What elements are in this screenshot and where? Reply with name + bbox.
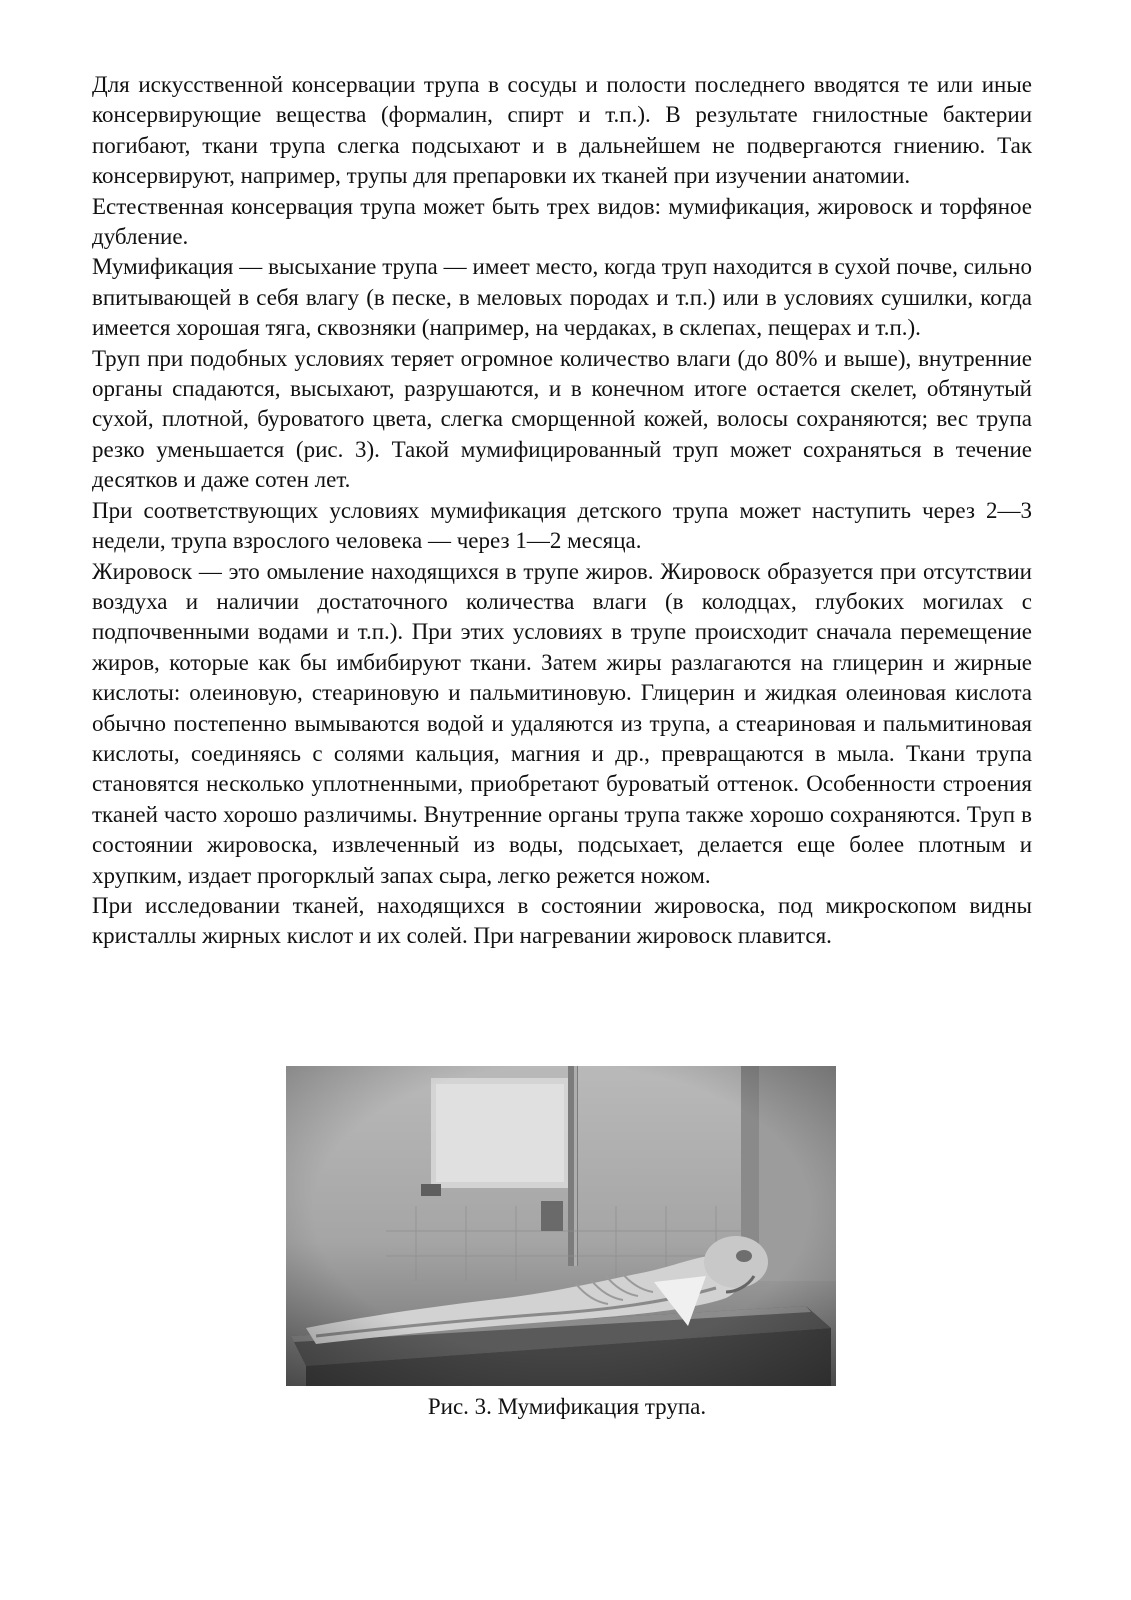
paragraph-adipocere: Жировоск — это омыление находящихся в трупе жиров. Жировоск образуется при отсутствии воздуха и наличии достаточного количества влаги (в колодцах, глубоких могилах с подпочвенными водами и т.п.). При этих условиях в трупе происходит сначала перемещение жиров, которые как бы имбибируют ткани. Затем жиры разлагаются на глицерин и жирные кислоты: олеиновую, стеариновую и пальмитиновую. Глицерин и жидкая олеиновая кислота обычно постепенно вымываются водой и удаляются из трупа, а стеариновая и пальмитиновая кислоты, соединяясь с солями кальция, магния и др., превращаются в мыла. Ткани трупа становятся несколько уплотненными, приобретают буроватый оттенок. Особенности строения тканей часто хорошо различимы. Внутренние органы трупа также хорошо сохраняются. Труп в состоянии жировоска, извлеченный из воды, подсыхает, делается еще более плотным и хрупким, издает прогорклый запах сыра, легко режется ножом. [92,558,1032,888]
figure-caption: Рис. 3. Мумификация трупа. [427,1394,707,1419]
paragraph-mummification-timing: При соответствующих условиях мумификация детского трупа может наступить через 2—3 недели, трупа взрослого человека — через 1—2 месяца. [92,497,1032,554]
document-body [92,70,1032,952]
paragraph-moisture-loss: Труп при подобных условиях теряет огромное количество влаги (до 80% и выше), внутренние органы спадаются, высыхают, разрушаются, и в конечном итоге остается скелет, обтянутый сухой, плотной, буроватого цвета, слегка сморщенной кожей, волосы сохраняются; вес трупа резко уменьшается (рис. 3). Такой мумифицированный труп может сохраняться в течение десятков и даже сотен лет. [92,345,1032,493]
paragraph-artificial-conservation: Для искусственной консервации трупа в сосуды и полости последнего вводятся те или иные консервирующие вещества (формалин, спирт и т.п.). В результате гнилостные бактерии погибают, ткани трупа слегка подсыхают и в дальнейшем не подвергаются гниению. Так консервируют, например, трупы для препаровки их тканей при изучении анатомии. [92,72,1032,189]
paragraph-natural-conservation: Естественная консервация трупа может быть трех видов: мумификация, жировоск и торфяное дубление. [92,193,1032,250]
paragraph-adipocere-microscopy: При исследовании тканей, находящихся в состоянии жировоска, под микроскопом видны кристаллы жирных кислот и их солей. При нагревании жировоск плавится. [92,892,1032,949]
figure-photo [286,1066,836,1386]
paragraph-mummification: Мумификация — высыхание трупа — имеет место, когда труп находится в сухой почве, сильно впитывающей в себя влагу (в песке, в меловых породах и т.п.) или в условиях сушилки, когда имеется хорошая тяга, сквозняки (например, на чердаках, в склепах, пещерах и т.п.). [92,254,1032,341]
mummified-body-photo [286,1066,836,1386]
